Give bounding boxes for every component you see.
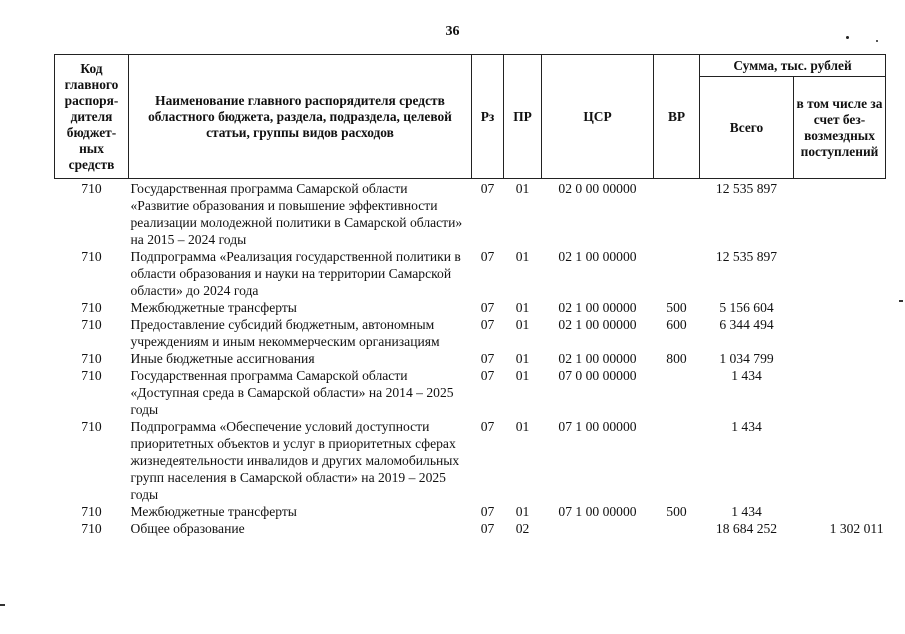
row-pr: 01 xyxy=(515,300,530,315)
row-total: 12 535 897 xyxy=(715,181,778,196)
row-code: 710 xyxy=(81,351,102,366)
row-total: 1 434 xyxy=(731,368,762,383)
header-code: Код главного распорядителя бюджетных средств xyxy=(55,55,129,179)
row-free xyxy=(794,316,886,350)
row-pr: 01 xyxy=(515,419,530,434)
row-name: Подпрограмма «Реализация государственной политики в области образования и науки на территории Самарской области» до 2024 года xyxy=(130,249,461,298)
scan-mark xyxy=(0,604,5,606)
row-vr: 600 xyxy=(666,317,687,332)
table-row xyxy=(55,418,886,503)
row-total: 18 684 252 xyxy=(715,521,778,536)
table-row xyxy=(55,503,886,520)
row-rz: 07 xyxy=(480,317,495,332)
row-csr: 07 0 00 00000 xyxy=(558,368,637,383)
table-row xyxy=(55,520,886,537)
row-code: 710 xyxy=(81,368,102,383)
row-total: 1 434 xyxy=(731,419,762,434)
budget-table xyxy=(54,54,886,537)
row-vr: 800 xyxy=(666,351,687,366)
row-code: 710 xyxy=(81,504,102,519)
header-name: Наименование главного распорядителя средств областного бюджета, раздела, подраздела, целевой статьи, группы видов расходов xyxy=(129,55,472,179)
row-vr xyxy=(654,248,700,299)
row-vr xyxy=(654,520,700,537)
header-pr: ПР xyxy=(504,55,542,179)
row-csr: 07 1 00 00000 xyxy=(558,504,637,519)
row-free xyxy=(794,503,886,520)
row-rz: 07 xyxy=(480,300,495,315)
scan-speck xyxy=(876,40,878,42)
table-row xyxy=(55,299,886,316)
table-row xyxy=(55,179,886,249)
row-vr: 500 xyxy=(666,504,687,519)
row-name: Общее образование xyxy=(130,521,245,536)
row-rz: 07 xyxy=(480,368,495,383)
row-free xyxy=(794,367,886,418)
header-csr: ЦСР xyxy=(542,55,654,179)
row-vr xyxy=(654,179,700,249)
row-free: 1 302 011 xyxy=(829,521,884,536)
row-csr: 02 1 00 00000 xyxy=(558,351,637,366)
row-name: Иные бюджетные ассигнования xyxy=(130,351,315,366)
row-pr: 01 xyxy=(515,368,530,383)
row-name: Государственная программа Самарской области «Развитие образования и повышение эффективности реализации молодежной политики в Самарской области» на 2015 – 2024 годы xyxy=(130,181,463,247)
row-total: 1 434 xyxy=(731,504,762,519)
row-name: Межбюджетные трансферты xyxy=(130,504,297,519)
row-name: Государственная программа Самарской области «Доступная среда в Самарской области» на 2014 – 2025 годы xyxy=(130,368,454,417)
row-total: 6 344 494 xyxy=(719,317,774,332)
row-total: 5 156 604 xyxy=(719,300,774,315)
table-body xyxy=(55,179,886,538)
row-pr: 01 xyxy=(515,504,530,519)
row-pr: 02 xyxy=(515,521,530,536)
header-sum-group: Сумма, тыс. рублей xyxy=(700,55,886,77)
row-free xyxy=(794,248,886,299)
row-rz: 07 xyxy=(480,351,495,366)
row-vr: 500 xyxy=(666,300,687,315)
row-total: 1 034 799 xyxy=(719,351,774,366)
scan-mark xyxy=(899,300,903,302)
table-row xyxy=(55,367,886,418)
row-free xyxy=(794,418,886,503)
row-code: 710 xyxy=(81,181,102,196)
row-csr: 07 1 00 00000 xyxy=(558,419,637,434)
row-code: 710 xyxy=(81,419,102,434)
row-code: 710 xyxy=(81,249,102,264)
header-total: Всего xyxy=(700,77,794,179)
table-row xyxy=(55,316,886,350)
header-free: в том числе за счет безвозмездных поступлений xyxy=(794,77,886,179)
row-total: 12 535 897 xyxy=(715,249,778,264)
row-csr xyxy=(542,520,654,537)
row-code: 710 xyxy=(81,300,102,315)
row-rz: 07 xyxy=(480,249,495,264)
row-vr xyxy=(654,418,700,503)
table-row xyxy=(55,248,886,299)
row-free xyxy=(794,299,886,316)
row-rz: 07 xyxy=(480,504,495,519)
row-name: Предоставление субсидий бюджетным, автономным учреждениям и иным некоммерческим организациям xyxy=(130,317,440,349)
row-pr: 01 xyxy=(515,317,530,332)
row-csr: 02 1 00 00000 xyxy=(558,317,637,332)
scan-speck xyxy=(846,36,849,39)
row-name: Подпрограмма «Обеспечение условий доступности приоритетных объектов и услуг в приоритетных сферах жизнедеятельности инвалидов и других маломобильных групп населения в Самарской области» на 2019 – 2025 годы xyxy=(130,419,460,502)
row-rz: 07 xyxy=(480,419,495,434)
row-code: 710 xyxy=(81,317,102,332)
row-free xyxy=(794,350,886,367)
row-pr: 01 xyxy=(515,351,530,366)
row-pr: 01 xyxy=(515,181,530,196)
page-number: 36 xyxy=(445,24,460,39)
table-row xyxy=(55,350,886,367)
row-code: 710 xyxy=(81,521,102,536)
row-name: Межбюджетные трансферты xyxy=(130,300,297,315)
table-header xyxy=(55,55,886,179)
row-csr: 02 0 00 00000 xyxy=(558,181,637,196)
header-rz: Рз xyxy=(472,55,504,179)
row-vr xyxy=(654,367,700,418)
row-csr: 02 1 00 00000 xyxy=(558,249,637,264)
row-rz: 07 xyxy=(480,521,495,536)
row-csr: 02 1 00 00000 xyxy=(558,300,637,315)
header-vr: ВР xyxy=(654,55,700,179)
row-rz: 07 xyxy=(480,181,495,196)
row-pr: 01 xyxy=(515,249,530,264)
row-free xyxy=(794,179,886,249)
